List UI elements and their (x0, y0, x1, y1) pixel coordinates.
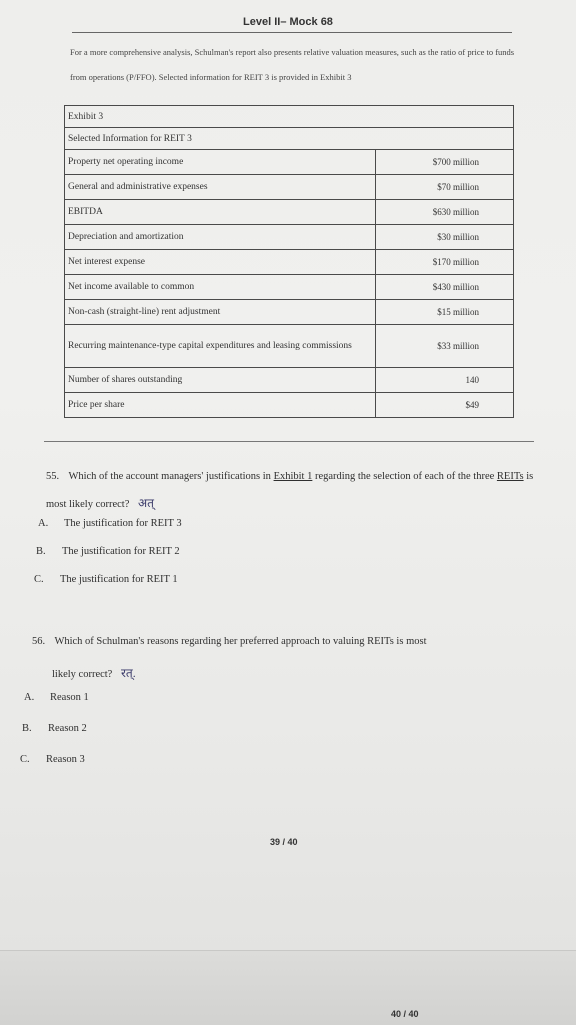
question-number: 56. (32, 636, 46, 647)
question-number: 55. (46, 471, 60, 482)
answer-option[interactable] (22, 723, 87, 734)
option-text: Reason 2 (48, 723, 87, 734)
row-label: Net income available to common (65, 275, 376, 300)
answer-option[interactable] (36, 546, 180, 557)
option-text: The justification for REIT 2 (62, 546, 180, 557)
row-value: $70 million (376, 175, 514, 200)
table-row (65, 200, 514, 225)
table-row (65, 368, 514, 393)
option-letter: C. (20, 754, 30, 765)
row-value: $30 million (376, 225, 514, 250)
page-header: Level II– Mock 68 (243, 16, 333, 28)
table-row (65, 275, 514, 300)
question-text: Which of the account managers' justifications in (68, 471, 271, 482)
row-label: Depreciation and amortization (65, 225, 376, 250)
answer-option[interactable] (20, 754, 85, 765)
question-56-line2 (52, 664, 136, 681)
option-letter: C. (34, 574, 44, 585)
section-divider (44, 441, 534, 442)
row-label: General and administrative expenses (65, 175, 376, 200)
row-value: $700 million (376, 150, 514, 175)
question-text: likely correct? (52, 669, 113, 680)
table-row (65, 250, 514, 275)
next-page-edge (0, 950, 576, 1025)
intro-paragraph: For a more comprehensive analysis, Schulman's report also presents relative valuation measures, such as the ratio of price to funds from operations (P/FFO). Selected information for REIT 3 is provided in Exhibit 3 (70, 47, 515, 82)
table-row (65, 393, 514, 418)
question-55 (46, 464, 541, 518)
exhibit-subtitle: Selected Information for REIT 3 (65, 128, 514, 150)
table-row (65, 325, 514, 368)
row-value: $170 million (376, 250, 514, 275)
table-row (65, 225, 514, 250)
row-value: 140 (376, 368, 514, 393)
option-letter: A. (38, 518, 49, 529)
row-label: Price per share (65, 393, 376, 418)
option-text: Reason 1 (50, 692, 89, 703)
row-label: Net interest expense (65, 250, 376, 275)
answer-option[interactable] (34, 574, 178, 585)
option-letter: B. (22, 723, 32, 734)
exhibit-3-table (64, 105, 514, 418)
row-label: Recurring maintenance-type capital expenditures and leasing commissions (65, 325, 376, 368)
option-letter: B. (36, 546, 46, 557)
question-text: regarding the selection of each of the three (314, 471, 495, 482)
row-label: Non-cash (straight-line) rent adjustment (65, 300, 376, 325)
row-label: Number of shares outstanding (65, 368, 376, 393)
answer-option[interactable] (24, 692, 89, 703)
exhibit-title: Exhibit 3 (65, 106, 514, 128)
page-number: 39 / 40 (270, 837, 298, 847)
table-row (65, 175, 514, 200)
question-56 (32, 636, 552, 647)
option-letter: A. (24, 692, 35, 703)
table-row (65, 300, 514, 325)
question-text-underlined: REITs (496, 471, 524, 482)
option-text: The justification for REIT 3 (64, 518, 182, 529)
table-row (65, 150, 514, 175)
handwritten-note: अत् (138, 496, 155, 510)
row-value: $33 million (376, 325, 514, 368)
row-value: $430 million (376, 275, 514, 300)
handwritten-note: रत्. (120, 666, 136, 680)
question-text: is most likely correct? (46, 471, 534, 510)
question-text: Which of Schulman's reasons regarding her preferred approach to valuing REITs is most (54, 636, 427, 647)
option-text: Reason 3 (46, 754, 85, 765)
row-value: $15 million (376, 300, 514, 325)
exhibit-reference-link[interactable]: Exhibit 1 (273, 471, 313, 482)
answer-option[interactable] (38, 518, 182, 529)
option-text: The justification for REIT 1 (60, 574, 178, 585)
row-value: $630 million (376, 200, 514, 225)
header-divider (72, 32, 512, 33)
row-value: $49 (376, 393, 514, 418)
row-label: EBITDA (65, 200, 376, 225)
next-page-number: 40 / 40 (391, 1009, 419, 1019)
row-label: Property net operating income (65, 150, 376, 175)
